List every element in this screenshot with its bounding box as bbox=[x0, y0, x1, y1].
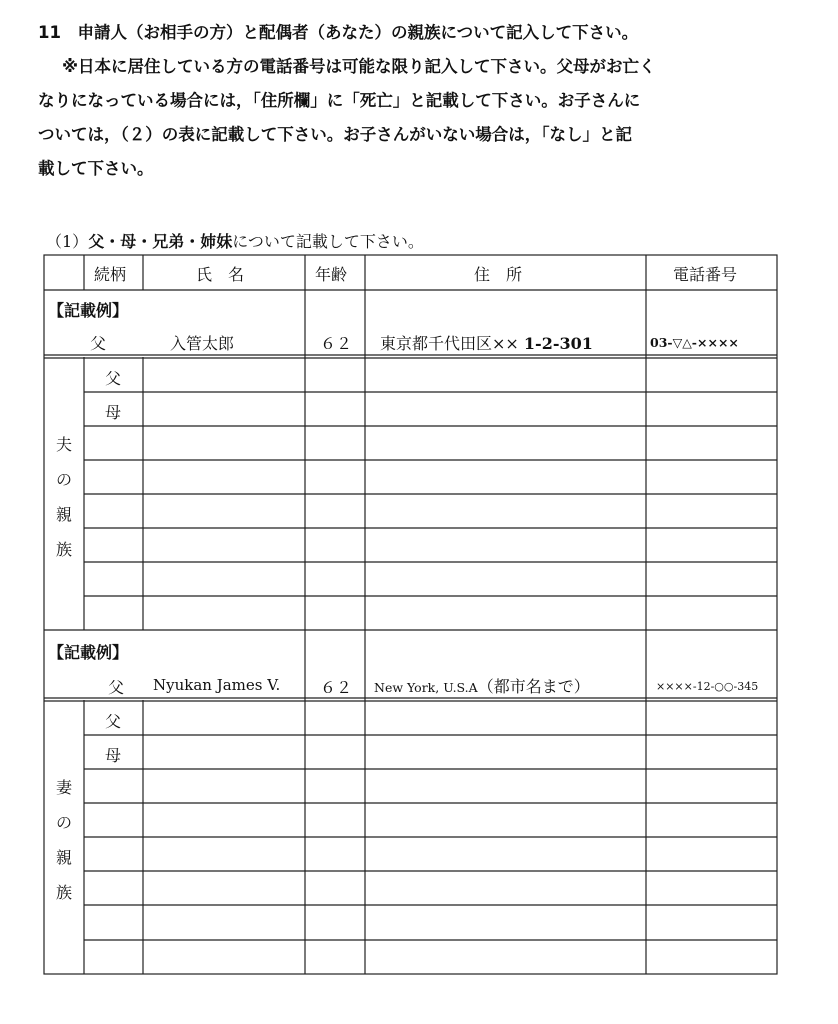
section-subject: 父・母・兄弟・姉妹 bbox=[88, 232, 233, 251]
wife-relatives-label bbox=[44, 770, 84, 910]
instruction-line: ついては，（２）の表に記載して下さい。お子さんがいない場合は，「なし」と記 bbox=[38, 125, 632, 144]
example-age: ６２ bbox=[320, 678, 353, 697]
label-char: 族 bbox=[55, 540, 72, 559]
example-address-number: 1-2-301 bbox=[523, 334, 593, 353]
wife-row-relation: 母 bbox=[105, 746, 122, 765]
header-address: 住 所 bbox=[474, 265, 523, 284]
header-name: 氏 名 bbox=[196, 265, 245, 284]
label-char: 妻 bbox=[55, 778, 72, 797]
example-address-note: （都市名まで） bbox=[477, 677, 590, 696]
example-relation: 父 bbox=[90, 334, 107, 353]
instruction-line: なりになっている場合には，「住所欄」に「死亡」と記載して下さい。お子さんに bbox=[38, 91, 641, 110]
example-address bbox=[374, 674, 590, 697]
husband-row-relation: 母 bbox=[105, 403, 122, 422]
example-relation: 父 bbox=[108, 678, 125, 697]
label-char: 親 bbox=[55, 505, 72, 524]
label-char: の bbox=[55, 813, 72, 832]
example-name: 入管太郎 bbox=[170, 334, 235, 353]
wife-row-relation: 父 bbox=[105, 712, 122, 731]
label-char: 夫 bbox=[55, 435, 72, 454]
header-relation: 続柄 bbox=[94, 265, 127, 284]
example-label: 【記載例】 bbox=[48, 643, 129, 662]
header-phone: 電話番号 bbox=[673, 265, 738, 284]
example-phone: ××××-12-○○-345 bbox=[656, 680, 759, 693]
example-address-text: New York, U.S.A bbox=[374, 680, 478, 695]
section-suffix: について記載して下さい。 bbox=[232, 232, 424, 251]
instruction-line: ※日本に居住している方の電話番号は可能な限り記入して下さい。父母がお亡く bbox=[62, 57, 656, 76]
example-name: Nyukan James V. bbox=[153, 676, 281, 694]
example-phone: 03-▽△-×××× bbox=[650, 335, 739, 350]
instruction-line: 11 申請人（お相手の方）と配偶者（あなた）の親族について記入して下さい。 bbox=[38, 23, 639, 42]
example-address-text: 東京都千代田区×× bbox=[380, 334, 519, 353]
example-age: ６２ bbox=[320, 334, 353, 353]
section-number: （1） bbox=[46, 232, 89, 251]
husband-relatives-label bbox=[44, 427, 84, 567]
example-address bbox=[380, 331, 593, 354]
husband-row-relation: 父 bbox=[105, 369, 122, 388]
label-char: の bbox=[55, 470, 72, 489]
label-char: 親 bbox=[55, 848, 72, 867]
example-label: 【記載例】 bbox=[48, 301, 129, 320]
instruction-line: 載して下さい。 bbox=[38, 159, 154, 178]
header-age: 年齢 bbox=[315, 265, 348, 284]
label-char: 族 bbox=[55, 883, 72, 902]
